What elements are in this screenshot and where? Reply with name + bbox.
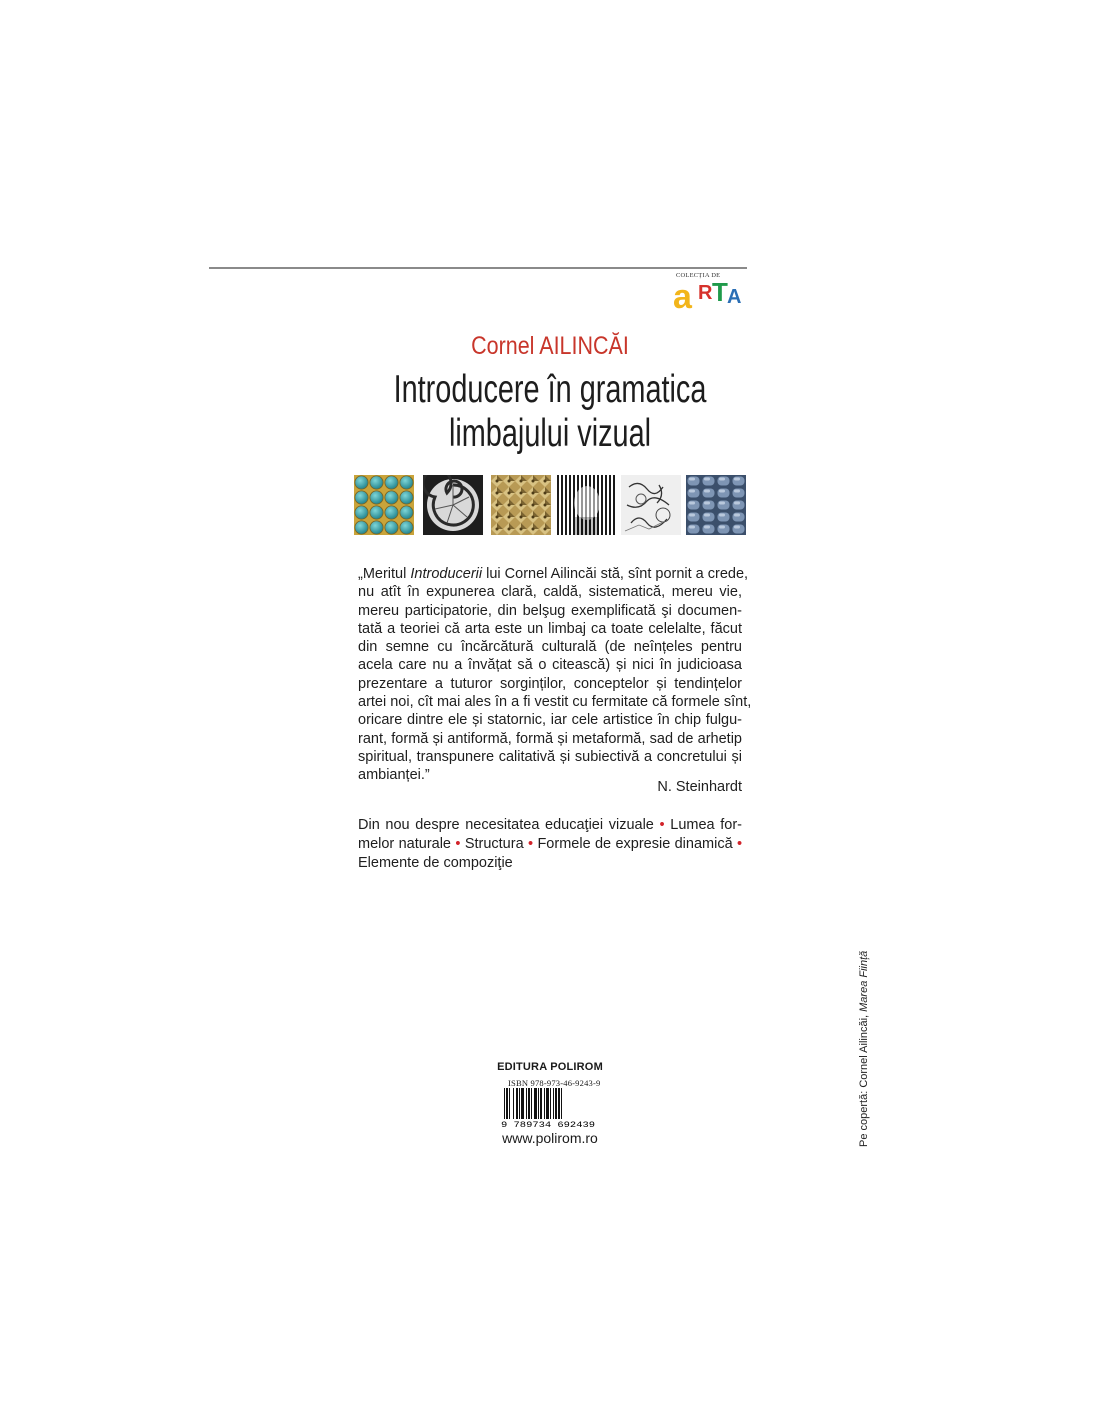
barcode-bar — [521, 1088, 524, 1119]
contents-item: Lumea for- — [670, 817, 742, 833]
series-logo — [668, 270, 750, 312]
thumbnail-teal-circles — [354, 475, 414, 535]
book-title-line-1: Introducere în gramatica — [393, 368, 707, 411]
thumbnail-gold-relief — [491, 475, 551, 535]
barcode — [500, 1088, 596, 1128]
quote-line: oricare dintre ele și statornic, iar cele artistice în chip fulgu- — [358, 712, 742, 729]
quote-line: nu atît în expunerea clară, caldă, sistematică, mereu vie, — [358, 584, 742, 601]
thumbnail-ink-sketch — [621, 475, 681, 535]
contents-line: Elemente de compoziţie — [358, 855, 513, 871]
barcode-digits: 9 789734 692439 — [501, 1120, 595, 1128]
cover-credit-work: Marea Ființă — [858, 950, 870, 1012]
contents-item: Structura — [464, 836, 524, 852]
logo-letter-r: R — [698, 282, 713, 304]
barcode-bar — [509, 1088, 510, 1119]
barcode-bar — [506, 1088, 508, 1119]
quote-italic-title: Introducerii — [410, 566, 483, 582]
quote-line: mereu participatorie, din belşug exemplificată şi documen- — [358, 602, 742, 619]
quote-line: rant, formă și antiformă, formă și metaformă, sad de arhetip — [358, 730, 742, 747]
quote-signature: N. Steinhardt — [657, 779, 742, 795]
barcode-bar — [513, 1088, 514, 1119]
isbn-number: ISBN 978-973-46-9243-9 — [508, 1078, 601, 1088]
barcode-bar — [534, 1088, 537, 1119]
quote-line: din semne cu încărcătură culturală (de neînțeles pentru — [358, 639, 742, 656]
barcode-bar — [561, 1088, 562, 1119]
barcode-bar — [553, 1088, 554, 1119]
cover-credit-text: Pe copertă: Cornel Ailincăi, — [858, 1011, 870, 1147]
contents-item: Din nou despre necesitatea educaţiei vizuale — [358, 817, 654, 833]
barcode-bar — [544, 1088, 545, 1119]
barcode-bar — [504, 1088, 505, 1119]
barcode-bars — [504, 1088, 562, 1119]
quote-line: artei noi, cît mai ales în a fi vestit cu fermitate că formele sînt, — [358, 694, 752, 711]
publisher-url[interactable]: www.polirom.ro — [502, 1130, 598, 1146]
barcode-bar — [528, 1088, 530, 1119]
contents-line — [358, 816, 742, 835]
quote-line: acela care nu a învățat să o citească) și nici în judicioasa — [358, 657, 742, 674]
quote-line — [358, 565, 749, 583]
quote-line: tată a teoriei că arta este un limbaj ca toate celelalte, făcut — [358, 620, 742, 637]
thumbnail-blue-tiles — [686, 475, 746, 535]
barcode-bar — [526, 1088, 527, 1119]
thumbnail-nautilus-shell — [423, 475, 483, 535]
logo-letter-a2: A — [727, 286, 742, 308]
barcode-bar — [555, 1088, 557, 1119]
barcode-bar — [516, 1088, 518, 1119]
logo-letter-t: T — [712, 277, 728, 307]
barcode-bar — [531, 1088, 532, 1119]
top-rule — [209, 267, 747, 269]
thumbnail-strip — [354, 475, 746, 535]
quote-text: lui Cornel Ailincăi stă, sînt pornit a crede, — [482, 566, 749, 582]
quote-text: „Meritul — [358, 566, 411, 582]
barcode-bar — [540, 1088, 542, 1119]
barcode-bar — [538, 1088, 539, 1119]
quote-line: prezentare a tuturor sorginților, conceptelor și tendințelor — [358, 675, 742, 692]
logo-letter-a: a — [673, 278, 692, 312]
author-name: Cornel AILINCĂI — [471, 332, 629, 360]
thumbnail-striped-portrait — [557, 475, 617, 535]
bullet-separator: • — [528, 836, 534, 852]
quote-line: ambianței.” — [358, 767, 430, 784]
cover-credit — [858, 951, 870, 1147]
book-title-line-2: limbajului vizual — [448, 412, 652, 455]
quote-line: spiritual, transpunere calitativă și subiectivă a concretului și — [358, 748, 742, 765]
barcode-bar — [558, 1088, 560, 1119]
barcode-bar — [546, 1088, 549, 1119]
bullet-separator: • — [455, 836, 461, 852]
contents-line — [358, 835, 742, 854]
contents-list — [358, 816, 742, 873]
barcode-bar — [550, 1088, 551, 1119]
series-logo-small-text: COLECȚIA DE — [676, 272, 721, 279]
publisher-name: EDITURA POLIROM — [497, 1061, 603, 1073]
barcode-bar — [519, 1088, 520, 1119]
bullet-separator: • — [737, 836, 743, 852]
contents-item: Formele de expresie dinamică — [537, 836, 733, 852]
critic-quote — [358, 565, 752, 785]
contents-item: melor naturale — [358, 836, 452, 852]
bullet-separator: • — [659, 817, 665, 833]
